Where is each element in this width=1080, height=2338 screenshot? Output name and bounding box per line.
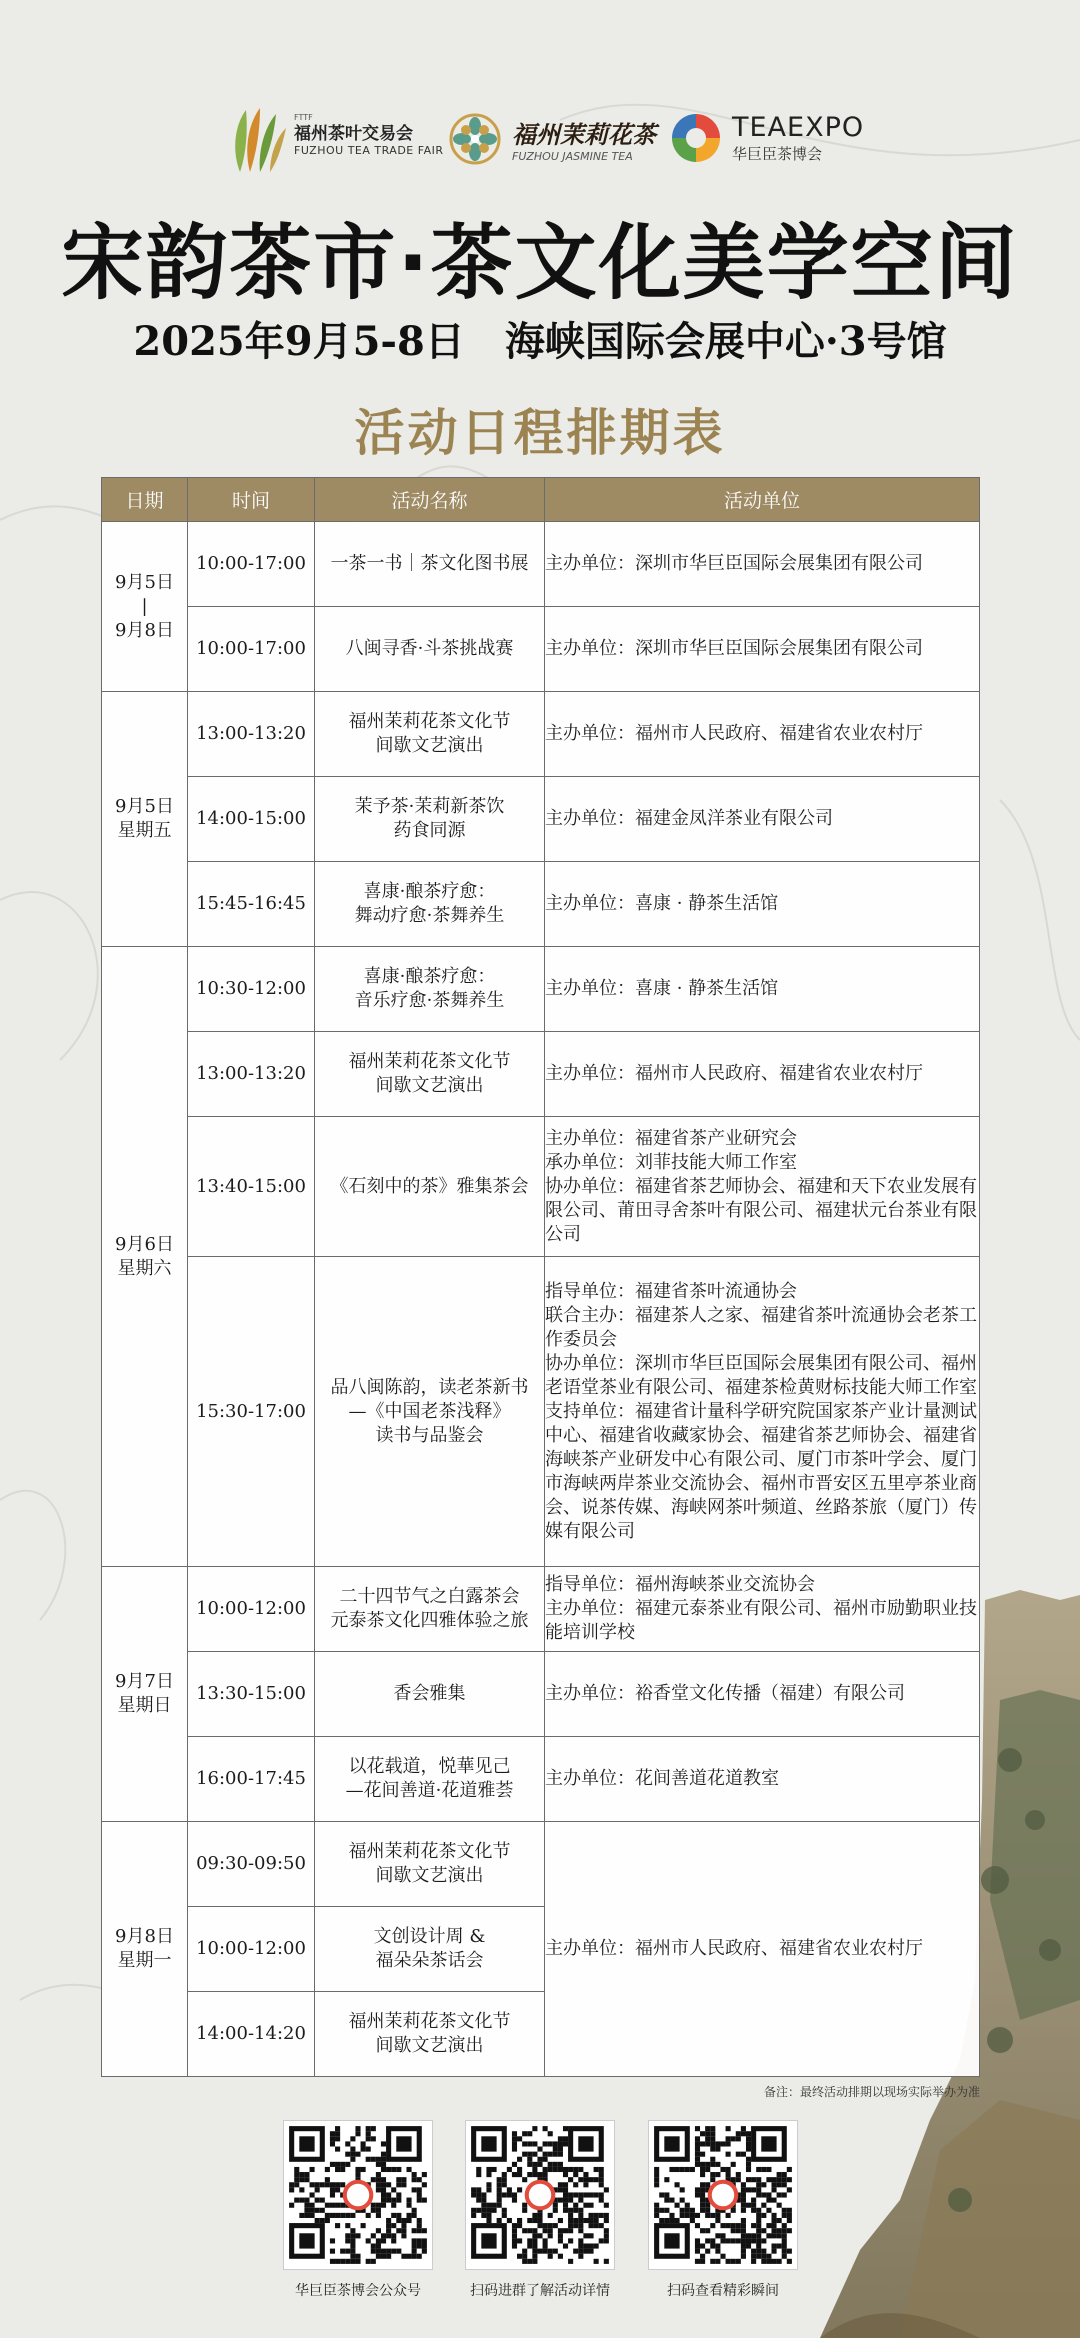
logo-bar [0, 96, 1080, 196]
organizer-line: 主办单位：福州市人民政府、福建省农业农村厅 [545, 1938, 923, 1959]
organizer-cell [545, 777, 980, 862]
header-time: 时间 [188, 478, 315, 522]
date-cell: 9月5日 | 9月8日 [102, 522, 188, 692]
time-cell: 15:30-17:00 [188, 1257, 315, 1567]
organizer-line: 主办单位：福州市人民政府、福建省农业农村厅 [545, 723, 923, 744]
activity-name-cell: 喜康·酿茶疗愈： 舞动疗愈·茶舞养生 [315, 862, 545, 947]
fuzhou-jasmine-tea-logo [446, 110, 656, 168]
time-cell: 16:00-17:45 [188, 1737, 315, 1822]
activity-name-cell: 福州茉莉花茶文化节 间歇文艺演出 [315, 1822, 545, 1907]
date-cell: 9月8日 星期一 [102, 1822, 188, 2077]
organizer-cell [545, 1652, 980, 1737]
header-date: 日期 [102, 478, 188, 522]
organizer-line: 主办单位：福建金凤洋茶业有限公司 [545, 808, 833, 829]
table-row [102, 1652, 980, 1737]
schedule-body [102, 522, 980, 2077]
activity-name-cell: 福州茉莉花茶文化节 间歇文艺演出 [315, 692, 545, 777]
activity-name-cell: 茉予茶·茉莉新茶饮 药食同源 [315, 777, 545, 862]
time-cell: 14:00-15:00 [188, 777, 315, 862]
qr-join-group[interactable] [465, 2120, 615, 2300]
tea-leaf-icon [226, 102, 288, 174]
time-cell: 15:45-16:45 [188, 862, 315, 947]
organizer-line: 主办单位：花间善道花道教室 [545, 1768, 779, 1789]
table-row [102, 1117, 980, 1257]
time-cell: 10:00-17:00 [188, 607, 315, 692]
time-cell: 09:30-09:50 [188, 1822, 315, 1907]
organizer-line: 指导单位：福州海峡茶业交流协会 [545, 1574, 815, 1595]
organizer-cell [545, 1032, 980, 1117]
table-row [102, 607, 980, 692]
table-row [102, 1032, 980, 1117]
time-cell: 13:00-13:20 [188, 1032, 315, 1117]
table-header-row [102, 478, 980, 522]
activity-name-cell: 《石刻中的茶》雅集茶会 [315, 1117, 545, 1257]
time-cell: 10:30-12:00 [188, 947, 315, 1032]
organizer-cell [545, 1257, 980, 1567]
activity-name-cell: 一茶一书｜茶文化图书展 [315, 522, 545, 607]
organizer-line: 主办单位：福州市人民政府、福建省农业农村厅 [545, 1063, 923, 1084]
date-cell: 9月5日 星期五 [102, 692, 188, 947]
activity-name-cell: 喜康·酿茶疗愈： 音乐疗愈·茶舞养生 [315, 947, 545, 1032]
time-cell: 13:40-15:00 [188, 1117, 315, 1257]
organizer-line: 指导单位：福建省茶叶流通协会 [545, 1280, 797, 1302]
date-cell: 9月6日 星期六 [102, 947, 188, 1567]
activity-name-cell: 八闽寻香·斗茶挑战赛 [315, 607, 545, 692]
organizer-line: 主办单位：福建省茶产业研究会 [545, 1127, 797, 1149]
expo-name-en: TEAEXPO [732, 112, 865, 143]
schedule-table [101, 477, 980, 2077]
fair-mark: FTTF [294, 113, 313, 122]
jasmine-name-en: FUZHOU JASMINE TEA [512, 150, 633, 163]
activity-name-cell: 文创设计周 & 福朵朵茶话会 [315, 1907, 545, 1992]
header-organizer: 活动单位 [545, 478, 980, 522]
jasmine-name: 福州茉莉花茶 [512, 120, 656, 149]
table-row [102, 1822, 980, 1907]
organizer-line: 联合主办：福建茶人之家、福建省茶叶流通协会老茶工作委员会 [545, 1304, 977, 1350]
activity-name-cell: 品八闽陈韵，读老茶新书 —《中国老茶浅释》 读书与品鉴会 [315, 1257, 545, 1567]
fuzhou-tea-trade-fair-logo [226, 102, 443, 174]
organizer-cell [545, 1737, 980, 1822]
activity-name-cell: 香会雅集 [315, 1652, 545, 1737]
organizer-cell [545, 947, 980, 1032]
table-row [102, 1737, 980, 1822]
time-cell: 10:00-12:00 [188, 1567, 315, 1652]
table-row [102, 947, 980, 1032]
header-activity: 活动名称 [315, 478, 545, 522]
qr-code-icon [465, 2120, 615, 2270]
table-row [102, 862, 980, 947]
qr-code-icon [648, 2120, 798, 2270]
organizer-cell [545, 607, 980, 692]
organizer-line: 主办单位：喜康 · 静茶生活馆 [545, 978, 779, 999]
teaexpo-logo [668, 110, 864, 166]
organizer-line: 主办单位：裕香堂文化传播（福建）有限公司 [545, 1683, 905, 1704]
page-title: 宋韵茶市·茶文化美学空间 [61, 216, 1019, 311]
schedule-title: 活动日程排期表 [354, 403, 726, 462]
organizer-line: 主办单位：喜康 · 静茶生活馆 [545, 893, 779, 914]
event-date-venue: 2025年9月5-8日 海峡国际会展中心·3号馆 [133, 318, 947, 365]
fair-name-en: FUZHOU TEA TRADE FAIR [294, 144, 444, 157]
jasmine-flower-icon [446, 110, 504, 168]
table-row [102, 777, 980, 862]
organizer-line: 承办单位：刘菲技能大师工作室 [545, 1151, 797, 1173]
qr-code-icon [283, 2120, 433, 2270]
table-row [102, 1567, 980, 1652]
organizer-line: 主办单位：深圳市华巨臣国际会展集团有限公司 [545, 553, 923, 574]
table-row [102, 522, 980, 607]
time-cell: 13:30-15:00 [188, 1652, 315, 1737]
organizer-line: 主办单位：福建元泰茶业有限公司、福州市励勤职业技能培训学校 [545, 1598, 977, 1643]
organizer-cell [545, 1822, 980, 2077]
activity-name-cell: 二十四节气之白露茶会 元泰茶文化四雅体验之旅 [315, 1567, 545, 1652]
activity-name-cell: 福州茉莉花茶文化节 间歇文艺演出 [315, 1992, 545, 2077]
organizer-cell [545, 1567, 980, 1652]
footnote: 备注：最终活动排期以现场实际举办为准 [763, 2085, 980, 2099]
time-cell: 14:00-14:20 [188, 1992, 315, 2077]
organizer-cell [545, 1117, 980, 1257]
activity-name-cell: 福州茉莉花茶文化节 间歇文艺演出 [315, 1032, 545, 1117]
time-cell: 10:00-17:00 [188, 522, 315, 607]
qr-caption: 扫码进群了解活动详情 [470, 2283, 610, 2299]
organizer-cell [545, 862, 980, 947]
qr-caption: 华巨臣茶博会公众号 [295, 2283, 421, 2299]
qr-caption: 扫码查看精彩瞬间 [667, 2283, 779, 2299]
teaexpo-swirl-icon [668, 110, 724, 166]
organizer-line: 协办单位：深圳市华巨臣国际会展集团有限公司、福州老语堂茶业有限公司、福建茶检黄财标技能大师工作室 [545, 1352, 977, 1398]
expo-name: 华巨臣茶博会 [732, 145, 823, 163]
time-cell: 10:00-12:00 [188, 1907, 315, 1992]
table-row [102, 692, 980, 777]
qr-official-account[interactable] [283, 2120, 433, 2300]
organizer-line: 主办单位：深圳市华巨臣国际会展集团有限公司 [545, 638, 923, 659]
organizer-line: 支持单位：福建省计量科学研究院国家茶产业计量测试中心、福建省收藏家协会、福建省茶艺师协会、福建省海峡茶产业研发中心有限公司、厦门市茶叶学会、厦门市海峡两岸茶业交流协会、福州市晋安区五里亭茶业商会、说茶传媒、海峡网茶叶频道、丝路茶旅（厦门）传媒有限公司 [545, 1400, 977, 1542]
qr-highlights[interactable] [648, 2120, 798, 2300]
time-cell: 13:00-13:20 [188, 692, 315, 777]
organizer-line: 协办单位：福建省茶艺师协会、福建和天下农业发展有限公司、莆田寻舍茶叶有限公司、福建状元台茶业有限公司 [545, 1175, 977, 1245]
organizer-cell [545, 522, 980, 607]
fair-name: 福州茶叶交易会 [294, 124, 413, 144]
activity-name-cell: 以花载道，悦華见己 —花间善道·花道雅荟 [315, 1737, 545, 1822]
organizer-cell [545, 692, 980, 777]
date-cell: 9月7日 星期日 [102, 1567, 188, 1822]
table-row [102, 1257, 980, 1567]
